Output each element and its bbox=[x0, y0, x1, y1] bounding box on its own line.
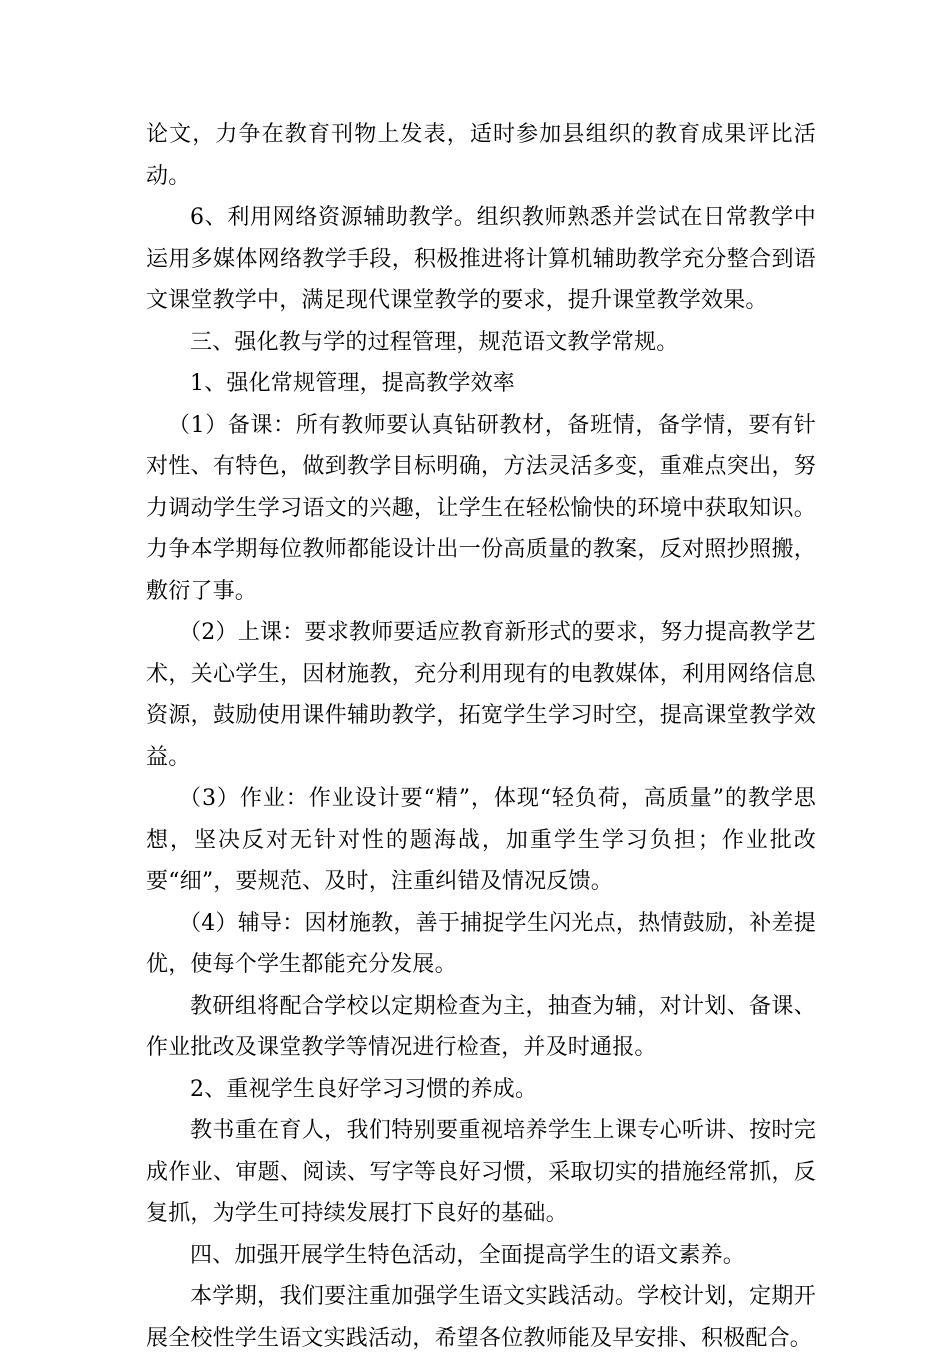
paragraph-item-6-network-resources: 6、利用网络资源辅助教学。组织教师熟悉并尝试在日常教学中运用多媒体网络教学手段，积极推进将计算机辅助教学充分整合到语文课堂教学中，满足现代课堂教学的要求，提升课堂教学效果。 bbox=[146, 205, 816, 313]
paragraph-lesson-prep: （1）备课：所有教师要认真钻研教材，备班情，备学情，要有针对性、有特色，做到教学目标明确，方法灵活多变，重难点突出，努力调动学生学习语文的兴趣，让学生在轻松愉快的环境中获取知识。力争本学期每位教师都能设计出一份高质量的教案，反对照抄照搬，敷衍了事。 bbox=[146, 412, 816, 604]
paragraph-tutoring: （4）辅导：因材施教，善于捕捉学生闪光点，热情鼓励，补差提优，使每个学生都能充分发展。 bbox=[146, 910, 816, 977]
paragraph-homework: （3）作业：作业设计要“精”，体现“轻负荷，高质量”的教学思想，坚决反对无针对性的题海战，加重学生学习负担；作业批改要“细”，要规范、及时，注重纠错及情况反馈。 bbox=[146, 786, 816, 894]
paragraph-thesis-continuation: 论文，力争在教育刊物上发表，适时参加县组织的教育成果评比活动。 bbox=[146, 122, 816, 189]
paragraph-teaching: （2）上课：要求教师要适应教育新形式的要求，努力提高教学艺术，关心学生，因材施教，充分利用现有的电教媒体，利用网络信息资源，鼓励使用课件辅助教学，拓宽学生学习时空，提高课堂教学效益。 bbox=[146, 620, 816, 770]
paragraph-practice-activities: 本学期，我们要注重加强学生语文实践活动。学校计划，定期开展全校性学生语文实践活动，希望各位教师能及早安排、积极配合。 bbox=[146, 1284, 816, 1351]
subsection-heading-2: 2、重视学生良好学习习惯的养成。 bbox=[190, 1076, 538, 1102]
document-body bbox=[146, 114, 816, 1359]
paragraph-study-habits: 教书重在育人，我们特别要重视培养学生上课专心听讲、按时完成作业、审题、阅读、写字等良好习惯，采取切实的措施经常抓，反复抓，为学生可持续发展打下良好的基础。 bbox=[146, 1118, 816, 1226]
section-heading-4: 四、加强开展学生特色活动，全面提高学生的语文素养。 bbox=[190, 1242, 746, 1268]
subsection-heading-1: 1、强化常规管理，提高教学效率 bbox=[190, 371, 515, 396]
section-heading-3: 三、强化教与学的过程管理，规范语文教学常规。 bbox=[190, 329, 679, 355]
paragraph-inspection: 教研组将配合学校以定期检查为主，抽查为辅，对计划、备课、作业批改及课堂教学等情况进行检查，并及时通报。 bbox=[146, 993, 816, 1060]
